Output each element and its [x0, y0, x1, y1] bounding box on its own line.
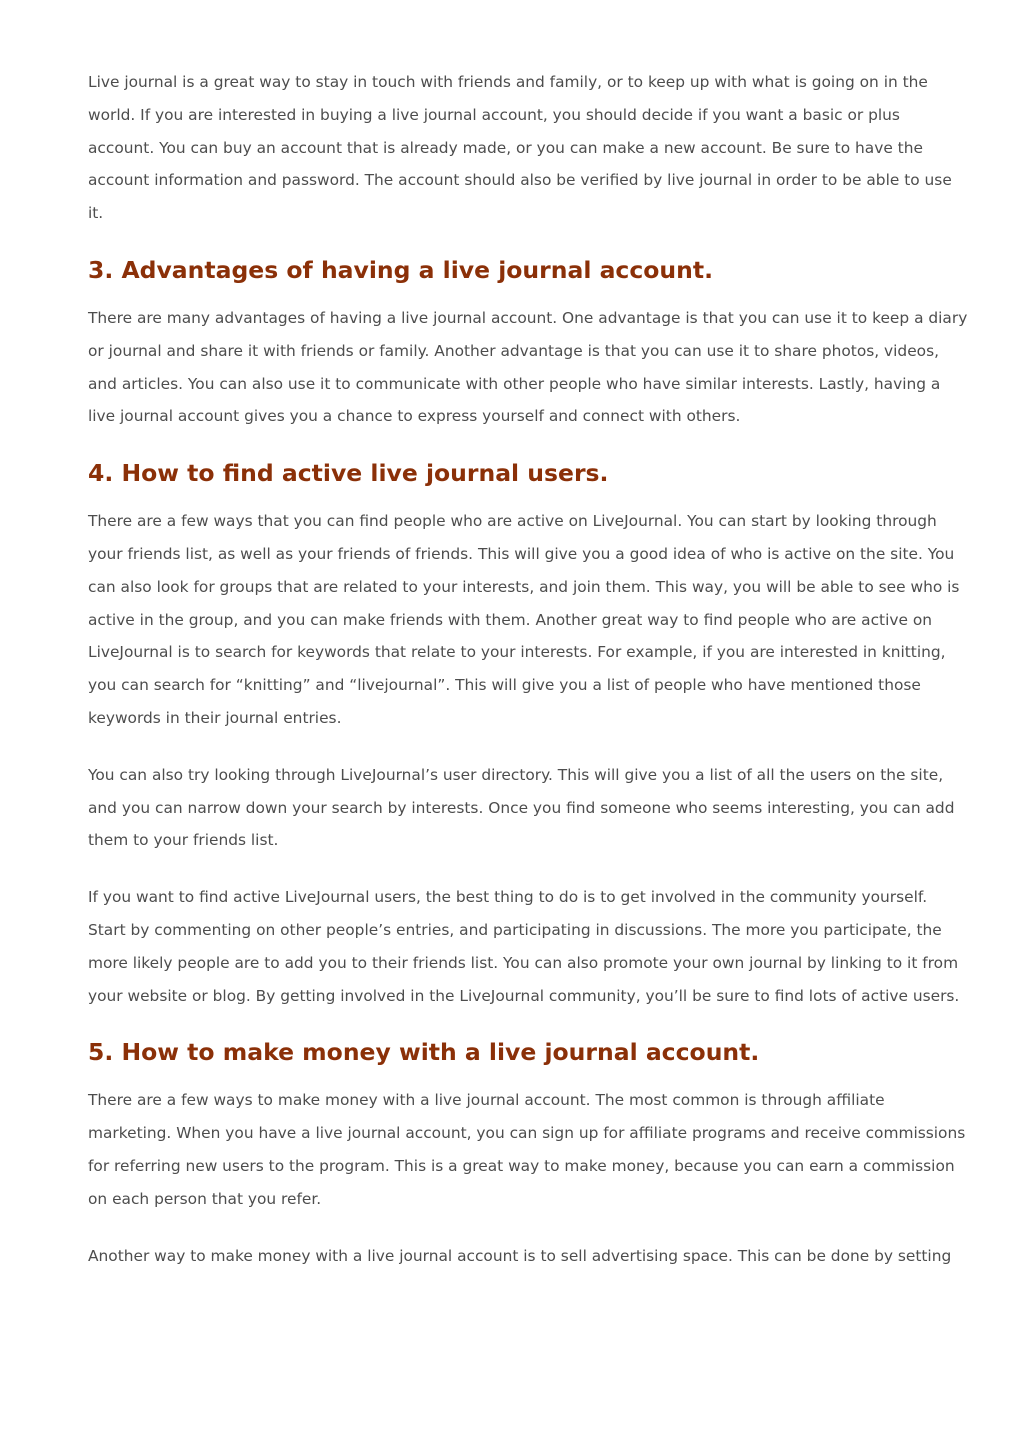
paragraph-make-money-2: Another way to make money with a live journal account is to sell advertising space. This can be done by setting — [88, 1246, 952, 1265]
paragraph-advantages: There are many advantages of having a live journal account. One advantage is that you can use it to keep a diary or journal and share it with friends or family. Another advantage is that you can use it to share photos, videos, and articles. You can also use it to communicate with other people who have similar interests. Lastly, having a live journal account gives you a chance to express yourself and connect with others. — [88, 308, 968, 426]
paragraph-intro: Live journal is a great way to stay in touch with friends and family, or to keep up with what is going on in the world. If you are interested in buying a live journal account, you should decide if you want a basic or plus account. You can buy an account that is already made, or you can make a new account. Be sure to have the account information and password. The account should also be verified by live journal in order to be able to use it. — [88, 73, 952, 223]
paragraph-find-users-3: If you want to find active LiveJournal users, the best thing to do is to get involved in the community yourself. Start by commenting on other people’s entries, and participating in discussions. The more you participate, the more likely people are to add you to their friends list. You can also promote your own journal by linking to it from your website or blog. By getting involved in the LiveJournal community, you’ll be sure to find lots of active users. — [88, 888, 960, 1005]
heading-advantages: 3. Advantages of having a live journal account. — [88, 255, 714, 284]
heading-make-money: 5. How to make money with a live journal account. — [88, 1038, 760, 1067]
paragraph-find-users-2: You can also try looking through LiveJournal’s user directory. This will give you a list of all the users on the site, and you can narrow down your search by interests. Once you find someone who seems interesting, you can add them to your friends list. — [88, 765, 955, 850]
paragraph-find-users-1: There are a few ways that you can find people who are active on LiveJournal. You can start by looking through your friends list, as well as your friends of friends. This will give you a good idea of who is active on the site. You can also look for groups that are related to your interests, and join them. This way, you will be able to see who is active in the group, and you can make friends with them. Another great way to find people who are active on LiveJournal is to search for keywords that relate to your interests. For example, if you are interested in knitting, you can search for “knitting” and “livejournal”. This will give you a list of people who have mentioned those keywords in their journal entries. — [88, 512, 960, 727]
article-body — [88, 66, 968, 1296]
paragraph-make-money-1: There are a few ways to make money with a live journal account. The most common is through affiliate marketing. When you have a live journal account, you can sign up for affiliate programs and receive commissions for referring new users to the program. This is a great way to make money, because you can earn a commission on each person that you refer. — [88, 1091, 966, 1208]
heading-find-users: 4. How to find active live journal users. — [88, 459, 609, 488]
